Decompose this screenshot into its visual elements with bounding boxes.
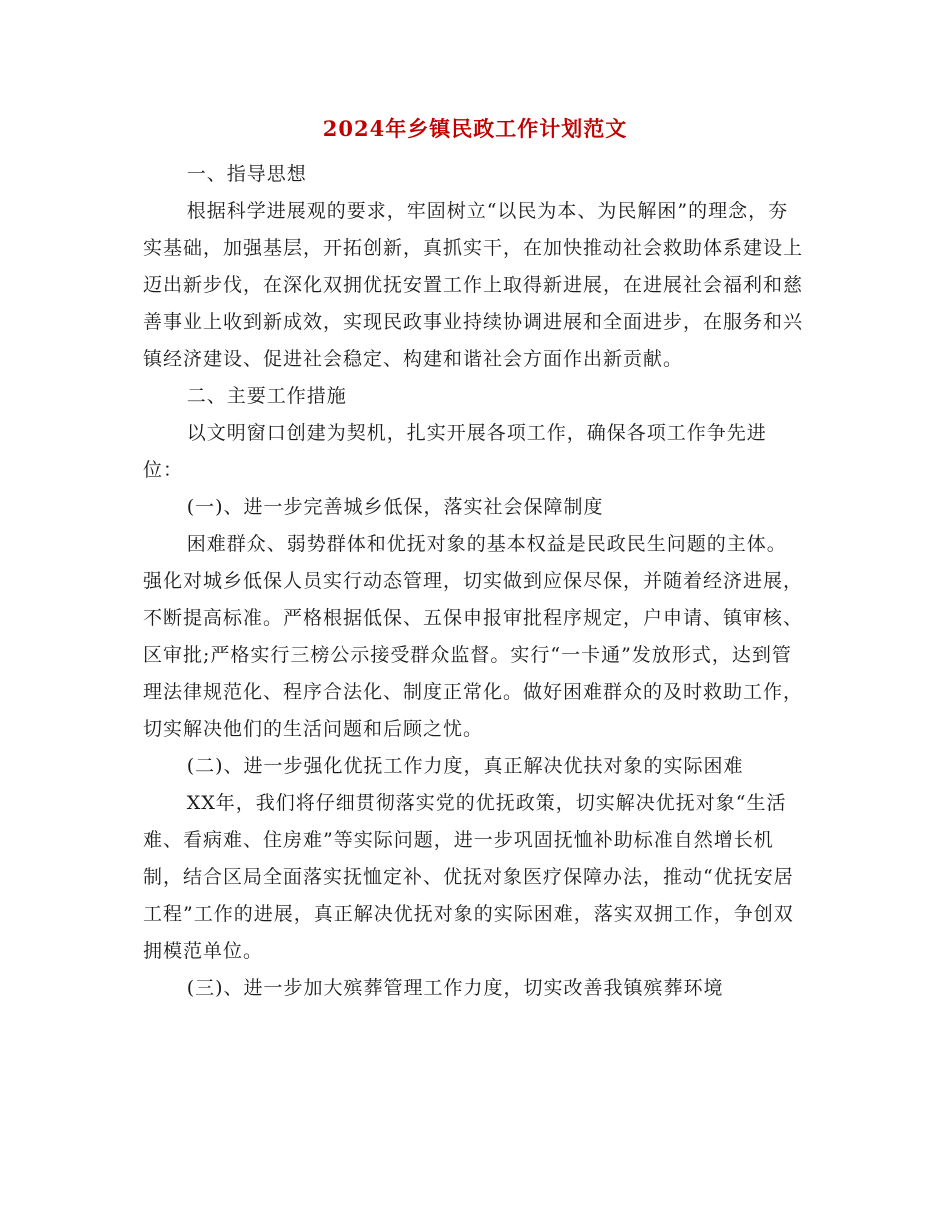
subheading: (二)、进一步强化优抚工作力度，真正解决优扶对象的实际困难	[186, 755, 744, 777]
paragraph: 根据科学进展观的要求，牢固树立“以民为本、为民解困”的理念，夯实基础，加强基层，开拓创新，真抓实干，在加快推动社会救助体系建设上迈出新步伐，在深化双拥优抚安置工作上取得新进展，在进展社会福利和慈善事业上收到新成效，实现民政事业持续协调进展和全面进步，在服务和兴镇经济建设、促进社会稳定、构建和谐社会方面作出新贡献。	[143, 200, 804, 370]
heading-main-measures: 二、主要工作措施	[186, 385, 347, 407]
document-title: 2024年乡镇民政工作计划范文	[322, 116, 628, 141]
heading-guiding-ideology: 一、指导思想	[186, 163, 307, 185]
subheading: (一)、进一步完善城乡低保，落实社会保障制度	[186, 496, 604, 518]
paragraph: XX年，我们将仔细贯彻落实党的优抚政策，切实解决优抚对象“生活难、看病难、住房难”等实际问题，进一步巩固抚恤补助标准自然增长机制，结合区局全面落实抚恤定补、优抚对象医疗保障办法，推动“优抚安居工程”工作的进展，真正解决优抚对象的实际困难，落实双拥工作，争创双拥模范单位。	[143, 792, 794, 962]
paragraph: 困难群众、弱势群体和优抚对象的基本权益是民政民生问题的主体。强化对城乡低保人员实行动态管理，切实做到应保尽保，并随着经济进展，不断提高标准。严格根据低保、五保申报审批程序规定，户申请、镇审核、区审批;严格实行三榜公示接受群众监督。实行“一卡通”发放形式，达到管理法律规范化、程序合法化、制度正常化。做好困难群众的及时救助工作，切实解决他们的生活问题和后顾之忧。	[143, 533, 804, 740]
document-body	[143, 156, 803, 1007]
paragraph: 以文明窗口创建为契机，扎实开展各项工作，确保各项工作争先进位：	[143, 422, 767, 481]
subheading: (三)、进一步加大殡葬管理工作力度，切实改善我镇殡葬环境	[186, 977, 724, 999]
